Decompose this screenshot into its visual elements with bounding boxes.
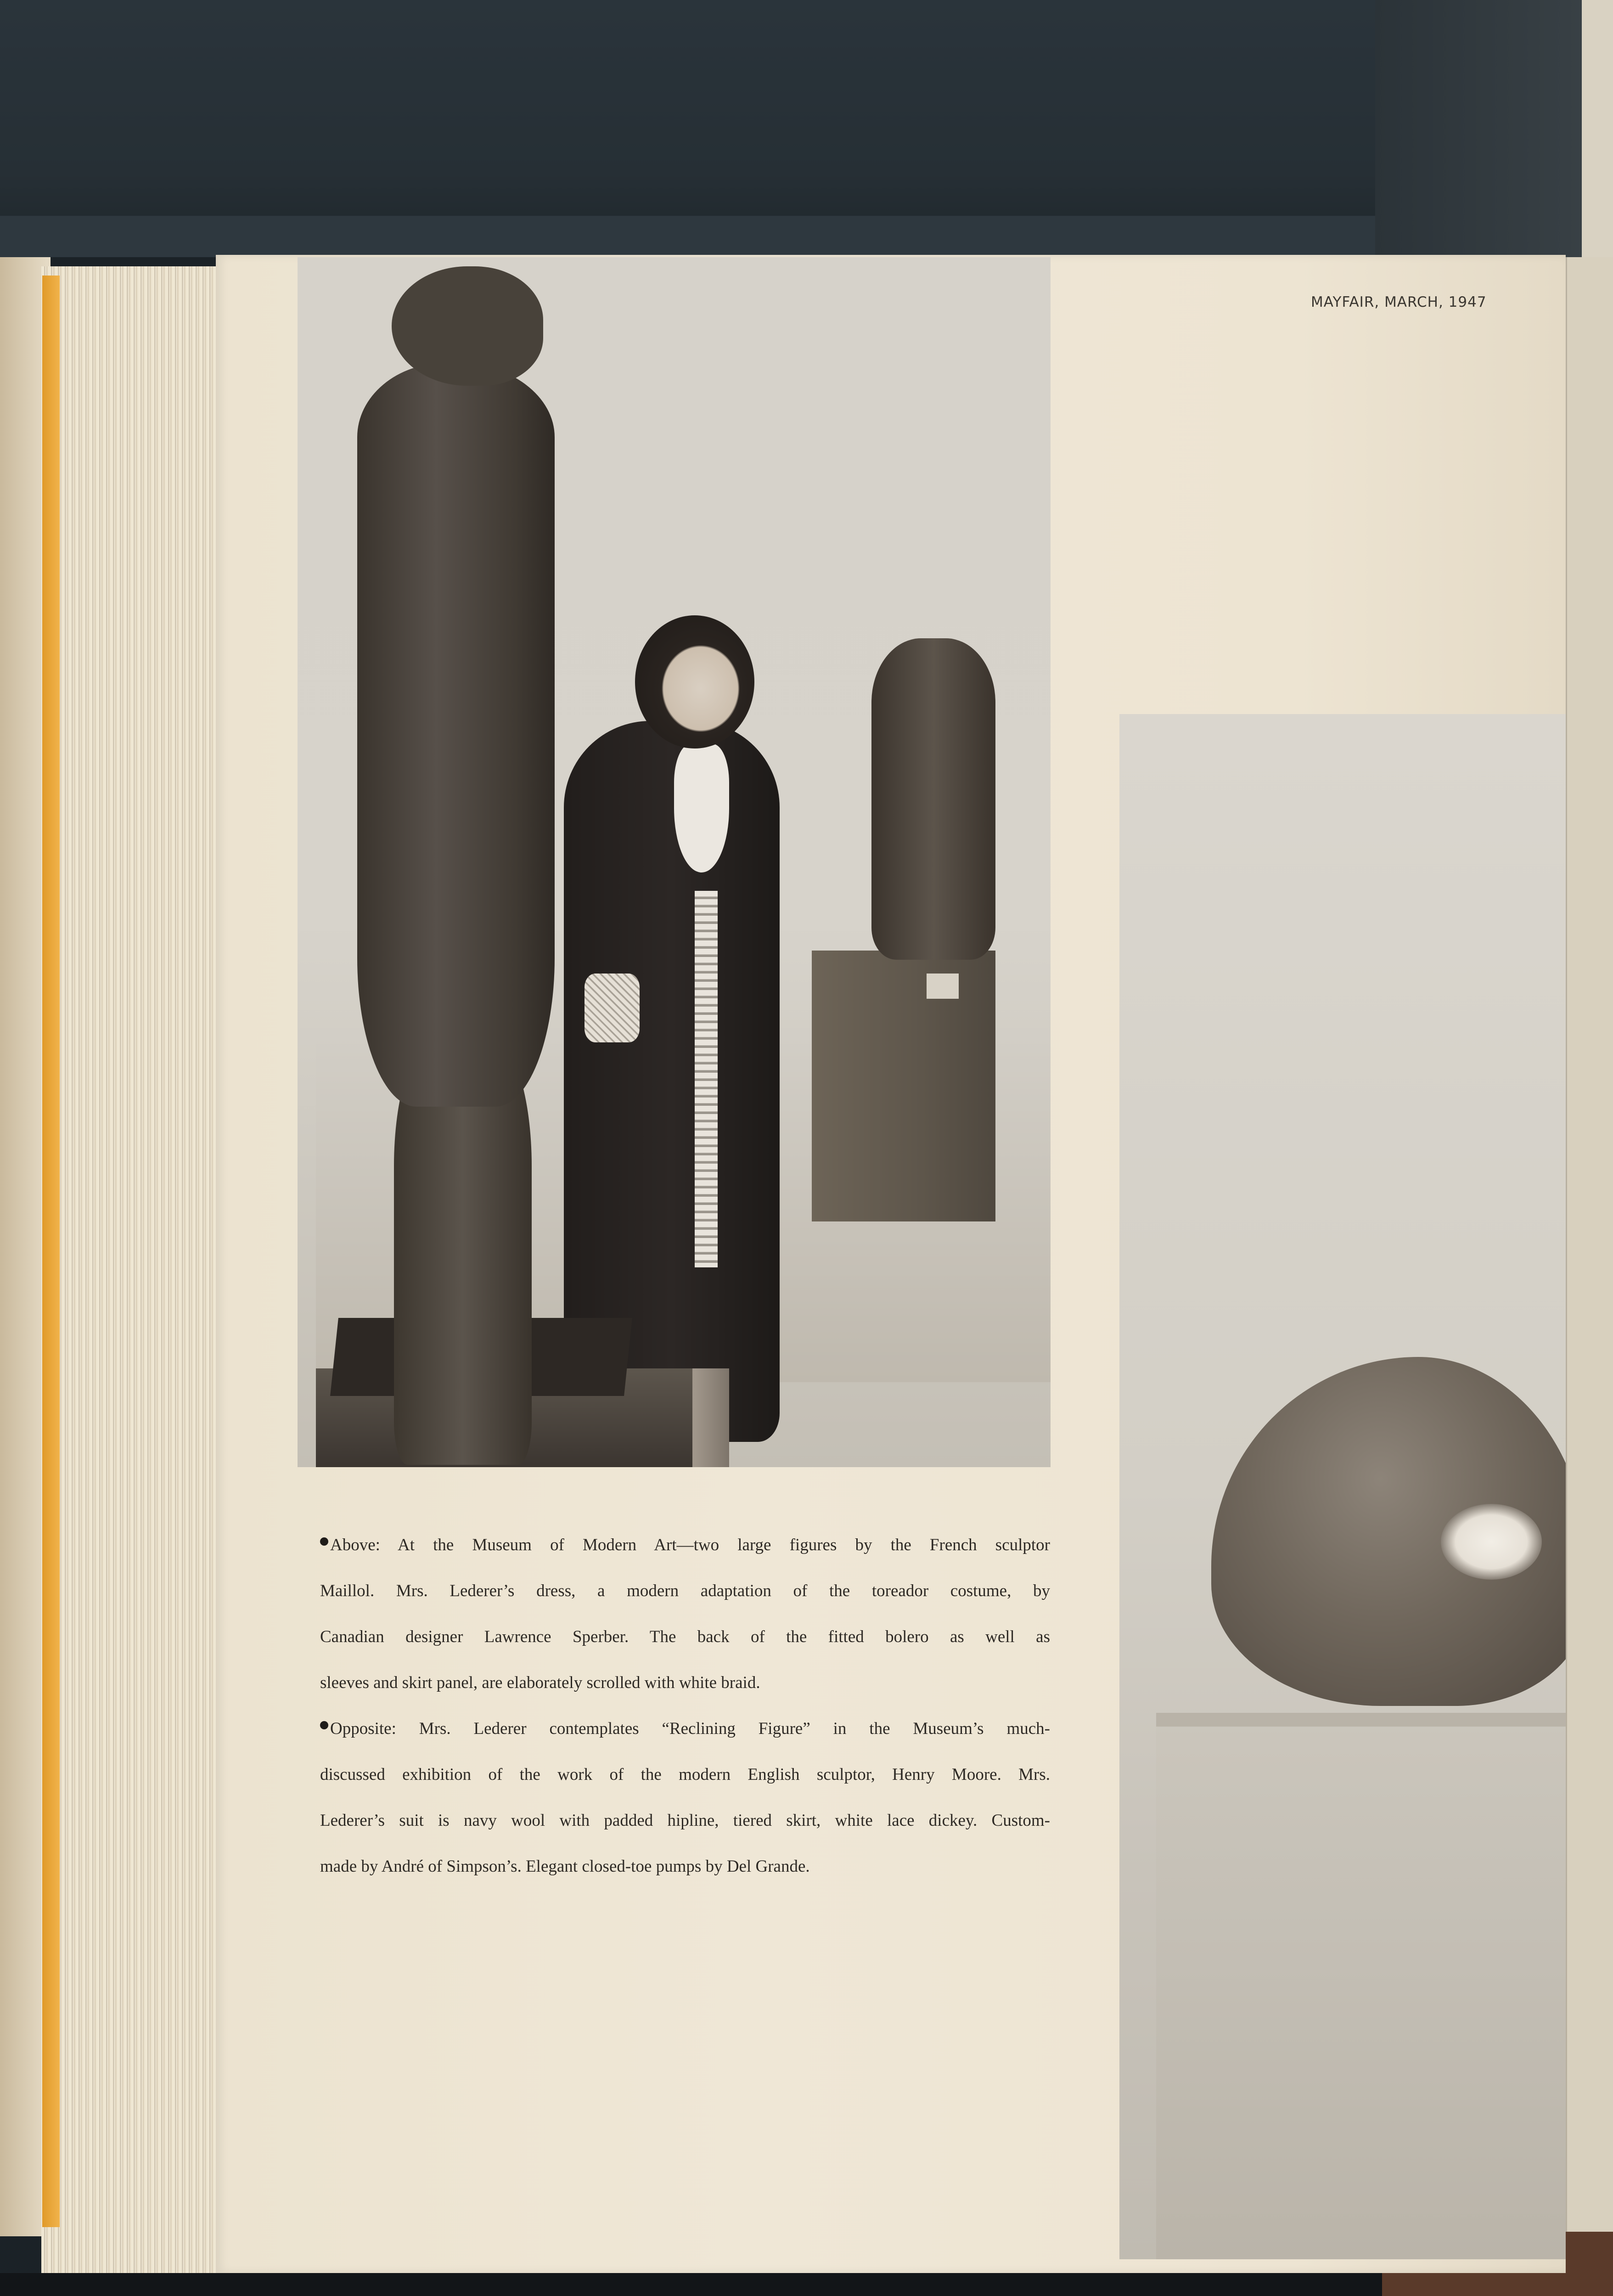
running-head: MAYFAIR, MARCH, 1947 bbox=[1311, 294, 1487, 310]
page-edges-colored bbox=[42, 276, 60, 2227]
sculpture-opening bbox=[1441, 1504, 1542, 1580]
caption-above-line-1: Above: At the Museum of Modern Art—two large figures by the French sculptor bbox=[320, 1522, 1050, 1568]
bullet-icon bbox=[320, 1721, 328, 1729]
moore-pedestal-top bbox=[1156, 1713, 1566, 1727]
white-braid-panel bbox=[695, 891, 718, 1267]
caption-above-line-2: Maillol. Mrs. Lederer’s dress, a modern adaptation of the toreador costume, by bbox=[320, 1581, 1050, 1600]
white-jabot bbox=[674, 744, 729, 872]
caption-opposite-line-3: Lederer’s suit is navy wool with padded hipline, tiered skirt, white lace dickey. Custom- bbox=[320, 1811, 1050, 1830]
large-maillol-statue bbox=[357, 363, 555, 1107]
caption-opposite-line-1: Opposite: Mrs. Lederer contemplates “Reclining Figure” in the Museum’s much- bbox=[320, 1706, 1050, 1752]
photo-reclining-figure bbox=[1119, 714, 1566, 2259]
photo-museum-maillol bbox=[298, 257, 1051, 1467]
bullet-icon bbox=[320, 1537, 328, 1546]
lace-cuff bbox=[585, 974, 640, 1042]
page-edges bbox=[41, 266, 223, 2273]
caption-opposite-line-2: discussed exhibition of the work of the modern English sculptor, Henry Moore. Mrs. bbox=[320, 1765, 1050, 1784]
book-cover-edge bbox=[0, 216, 1405, 257]
small-statue-pedestal bbox=[812, 951, 995, 1221]
caption-above-line-4: sleeves and skirt panel, are elaborately scrolled with white braid. bbox=[320, 1673, 760, 1692]
book-cover-bottom bbox=[0, 2273, 1382, 2296]
pedestal-label bbox=[927, 974, 959, 999]
large-statue-head bbox=[392, 266, 543, 386]
moore-pedestal bbox=[1156, 1713, 1566, 2259]
facing-page-edge bbox=[1566, 257, 1613, 2232]
book-cover-top bbox=[0, 0, 1375, 248]
background-shelf-top bbox=[1375, 0, 1613, 276]
background-wall bbox=[1582, 0, 1613, 276]
woman-head bbox=[635, 615, 754, 748]
small-torso-statue bbox=[871, 638, 995, 960]
caption-above-line-3: Canadian designer Lawrence Sperber. The back of the fitted bolero as well as bbox=[320, 1627, 1050, 1646]
caption-opposite-line-4: made by André of Simpson’s. Elegant closed-toe pumps by Del Grande. bbox=[320, 1857, 810, 1876]
